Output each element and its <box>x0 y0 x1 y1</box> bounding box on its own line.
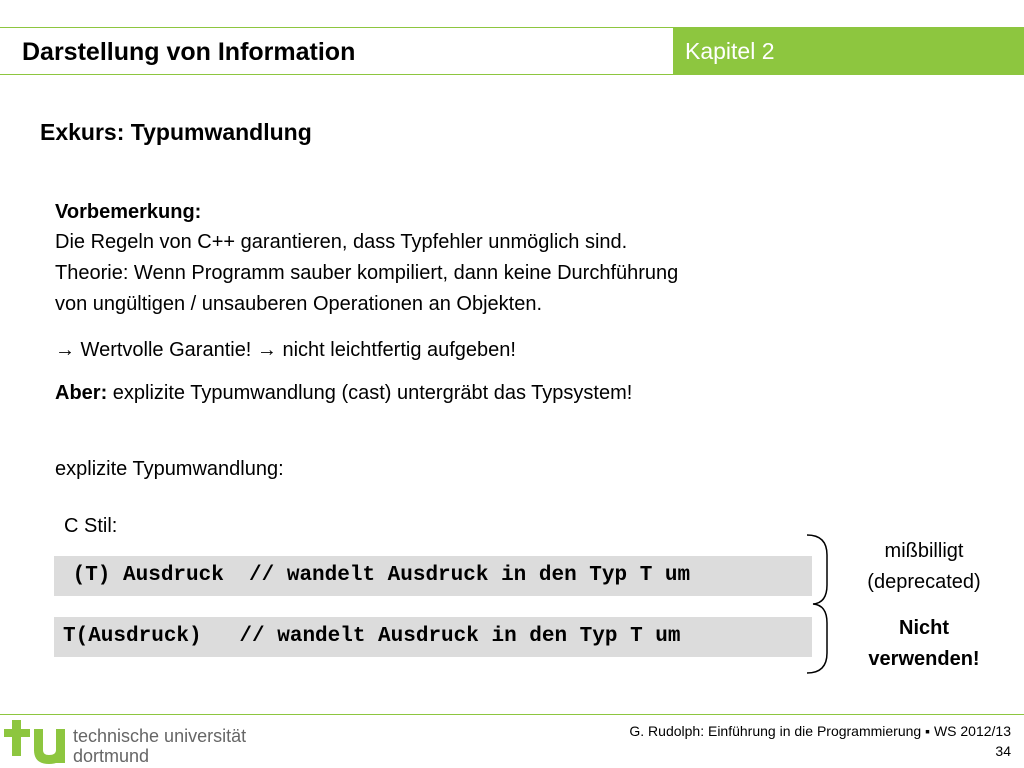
code-line-1: (T) Ausdruck // wandelt Ausdruck in den Typ T um <box>54 556 812 596</box>
remark-line-3: von ungültigen / unsauberen Operationen an Objekten. <box>55 293 543 315</box>
warning-line-2: verwenden! <box>868 648 980 670</box>
remark-heading: Vorbemerkung: <box>55 201 202 223</box>
warning-line-1: Nicht <box>899 617 949 639</box>
deprecated-note-line-2: (deprecated) <box>867 571 981 593</box>
chapter-badge <box>673 27 1024 74</box>
remark-line-1: Die Regeln von C++ garantieren, dass Typfehler unmöglich sind. <box>55 231 628 253</box>
but-line <box>55 378 632 408</box>
section-title: Exkurs: Typumwandlung <box>40 119 312 145</box>
chapter-label: Kapitel 2 <box>685 38 775 64</box>
university-name-line-1: technische universität <box>73 726 247 746</box>
footer-rule <box>0 714 1024 715</box>
but-text: explizite Typumwandlung (cast) untergräbt das Typsystem! <box>107 382 633 404</box>
code-line-2: T(Ausdruck) // wandelt Ausdruck in den Typ T um <box>54 617 812 657</box>
tu-logo-icon <box>4 720 68 766</box>
page-number: 34 <box>995 743 1011 759</box>
but-label: Aber: <box>55 382 108 404</box>
curly-brace-icon <box>805 533 835 675</box>
c-style-label: C Stil: <box>64 515 118 537</box>
header-rule-bottom <box>0 74 1024 75</box>
page-title: Darstellung von Information <box>22 38 356 66</box>
deprecated-note-line-1: mißbilligt <box>884 540 964 562</box>
explicit-cast-label: explizite Typumwandlung: <box>55 458 284 480</box>
guarantee-line: → Wertvolle Garantie! → nicht leichtfertig aufgeben! <box>55 339 516 361</box>
footer-reference: G. Rudolph: Einführung in die Programmierung ▪ WS 2012/13 <box>629 723 1011 739</box>
university-name-line-2: dortmund <box>73 746 150 766</box>
remark-line-2: Theorie: Wenn Programm sauber kompiliert, dann keine Durchführung <box>55 262 679 284</box>
